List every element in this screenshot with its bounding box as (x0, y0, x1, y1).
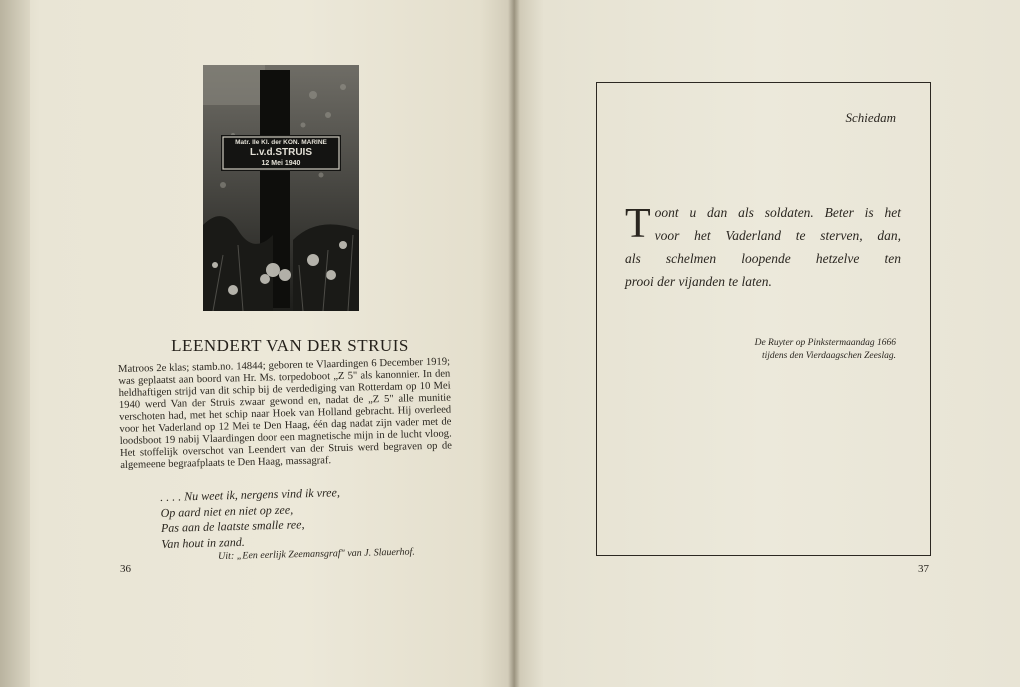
poem-line: . . . . Nu weet ik, nergens vind ik vree, (160, 485, 341, 504)
plaque-line-1: Matr. IIe Kl. der KON. MARINE (235, 139, 327, 146)
quote-frame (596, 82, 931, 556)
plaque-text (223, 138, 339, 168)
quote-attribution (755, 337, 896, 363)
poem-line: Pas aan de laatste smalle ree, (160, 517, 305, 535)
drop-cap: T (625, 201, 651, 247)
attribution-line: De Ruyter op Pinkstermaandag 1666 (754, 338, 896, 348)
quote-text (625, 201, 901, 293)
quote-line: als schelmen loopende hetzelve ten (625, 251, 901, 266)
plaque-line-3: 12 Mei 1940 (261, 160, 301, 167)
page-number-left: 36 (120, 563, 131, 575)
poem (160, 483, 422, 552)
attribution-line: tijdens den Vierdaagschen Zeeslag. (761, 351, 896, 361)
book-gutter (508, 0, 520, 687)
poem-line: Op aard niet en niet op zee, (160, 502, 294, 520)
page-number-right: 37 (918, 563, 929, 575)
poem-source: Uit: „Een eerlijk Zeemansgraf" van J. Slauerhof. (218, 546, 415, 562)
plaque-line-2: L.v.d.STRUIS (249, 147, 313, 158)
grave-photo (203, 65, 359, 311)
place-name: Schiedam (845, 110, 896, 125)
quote-line: oont u dan als soldaten. Beter is het (654, 205, 901, 220)
biography-text: Matroos 2e klas; stamb.no. 14844; geboren te Vlaardingen 6 December 1919; was geplaatst aan boord van Hr. Ms. torpedoboot „Z 5" als kanonnier. In den heldhaftigen strijd van dit schip bij de verdediging van Rotterdam op 10 Mei 1940 werd Van der Struis zwaar gewond en, nadat de „Z 5" alle munitie verschoten had, met het schip naar Hoek van Holland gebracht. Hij overleed voor het Vaderland op 12 Mei te Den Haag, één dag nadat zijn vader met de loodsboot 19 nabij Vlaardingen door een magnetische mijn in de lucht vloog. Het stoffelijk overschot van Leendert van der Struis werd begraven op de algemeene begraafplaats te Den Haag, massagraf. (118, 356, 453, 471)
person-name-heading: LEENDERT VAN DER STRUIS (171, 336, 409, 355)
quote-line: voor het Vaderland te sterven, dan, (654, 228, 901, 243)
quote-line: prooi der vijanden te laten. (625, 274, 772, 289)
poem-line: Van hout in zand. (161, 534, 245, 551)
